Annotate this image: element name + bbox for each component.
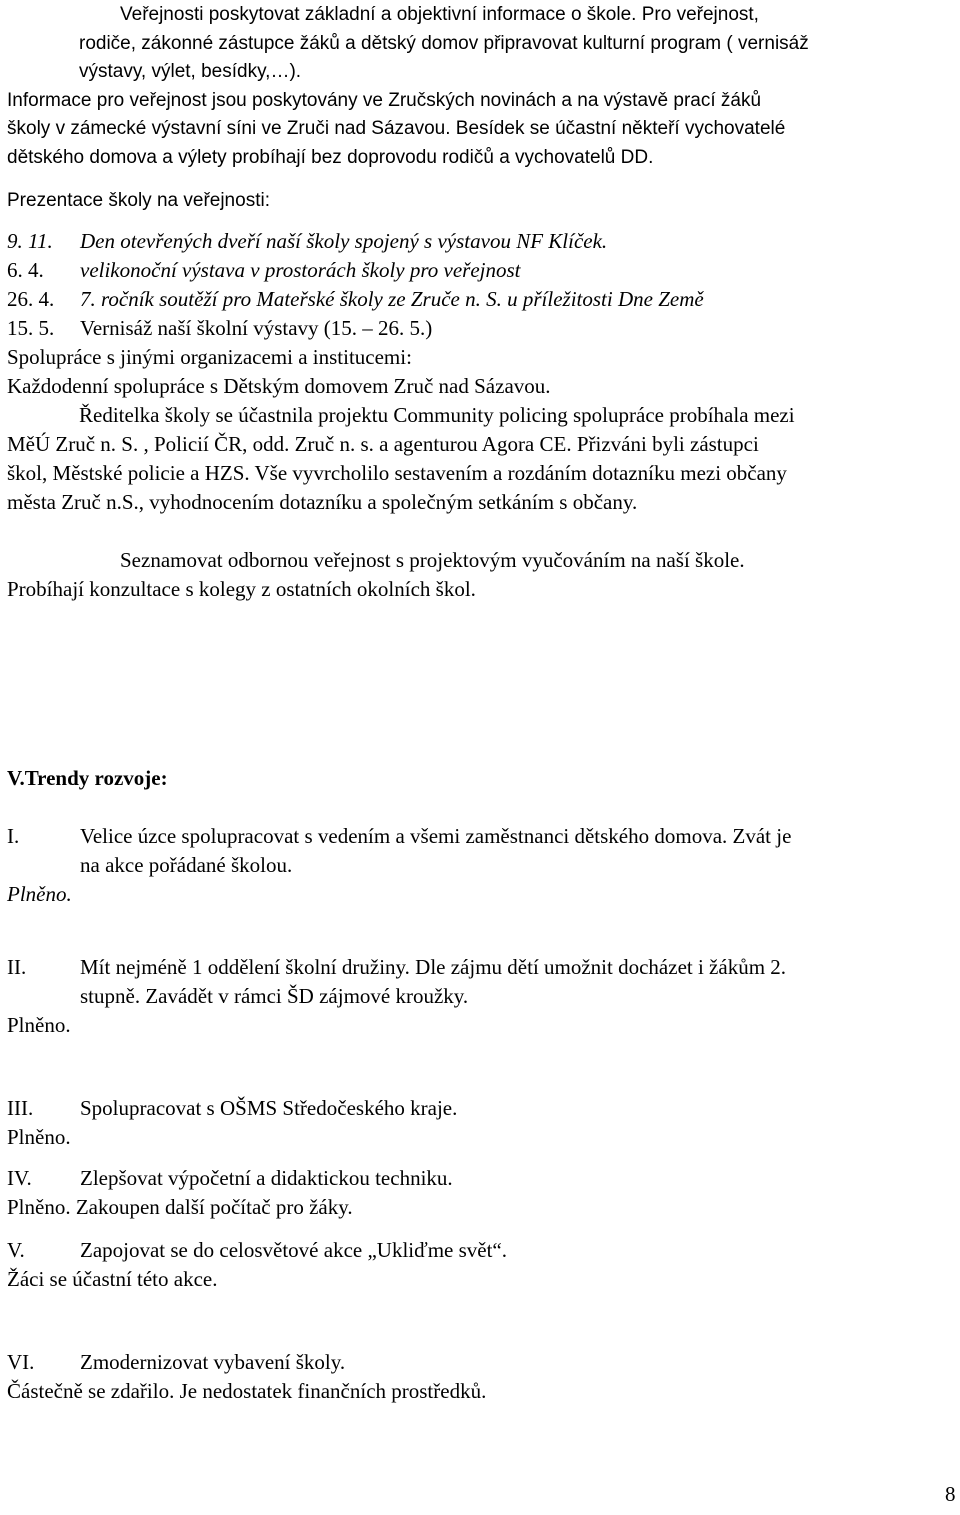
trend-text-continued: na akce pořádané školou. bbox=[80, 853, 293, 877]
event-row bbox=[7, 315, 432, 341]
trend-text: Zapojovat se do celosvětové akce „Ukliďme svět“. bbox=[80, 1238, 508, 1262]
cooperation-line: Seznamovat odbornou veřejnost s projektovým vyučováním na naší škole. bbox=[120, 548, 745, 572]
trend-text-continued: stupně. Zavádět v rámci ŠD zájmové kroužky. bbox=[80, 984, 469, 1008]
event-text: velikonoční výstava v prostorách školy pro veřejnost bbox=[80, 258, 521, 282]
trend-number: IV. bbox=[7, 1166, 32, 1190]
trend-text: Mít nejméně 1 oddělení školní družiny. Dle zájmu dětí umožnit docházet i žákům 2. bbox=[80, 955, 787, 979]
trend-number: II. bbox=[7, 955, 27, 979]
intro-line: výstavy, výlet, besídky,…). bbox=[79, 61, 302, 82]
trend-number: III. bbox=[7, 1096, 34, 1120]
event-row bbox=[7, 286, 704, 312]
cooperation-line: škol, Městské policie a HZS. Vše vyvrcholilo sestavením a rozdáním dotazníku mezi občany bbox=[7, 461, 787, 485]
trend-item bbox=[7, 1237, 507, 1263]
cooperation-line: Ředitelka školy se účastnila projektu Community policing spolupráce probíhala mezi bbox=[79, 403, 795, 427]
presentation-heading: Prezentace školy na veřejnosti: bbox=[7, 190, 270, 211]
intro-line: dětského domova a výlety probíhají bez doprovodu rodičů a vychovatelů DD. bbox=[7, 147, 654, 168]
event-date: 9. 11. bbox=[7, 229, 53, 253]
trend-item bbox=[7, 1095, 457, 1121]
trend-status: Plněno. bbox=[7, 882, 72, 906]
trend-status: Žáci se účastní této akce. bbox=[7, 1267, 218, 1291]
trend-text: Zlepšovat výpočetní a didaktickou techniku. bbox=[80, 1166, 453, 1190]
trend-number: I. bbox=[7, 824, 20, 848]
trend-status: Plněno. Zakoupen další počítač pro žáky. bbox=[7, 1195, 353, 1219]
event-row bbox=[7, 228, 607, 254]
event-date: 6. 4. bbox=[7, 258, 44, 282]
event-date: 15. 5. bbox=[7, 316, 55, 340]
event-row bbox=[7, 257, 521, 283]
trend-number: V. bbox=[7, 1238, 25, 1262]
intro-line: rodiče, zákonné zástupce žáků a dětský domov připravovat kulturní program ( vernisáž bbox=[79, 33, 809, 54]
trend-item bbox=[7, 1165, 453, 1191]
trend-status: Částečně se zdařilo. Je nedostatek finančních prostředků. bbox=[7, 1379, 487, 1403]
trend-text: Zmodernizovat vybavení školy. bbox=[80, 1350, 346, 1374]
cooperation-line: Probíhají konzultace s kolegy z ostatních okolních škol. bbox=[7, 577, 476, 601]
trend-text: Velice úzce spolupracovat s vedením a všemi zaměstnanci dětského domova. Zvát je bbox=[80, 824, 792, 848]
intro-line: Veřejnosti poskytovat základní a objektivní informace o škole. Pro veřejnost, bbox=[120, 4, 759, 25]
cooperation-heading: Spolupráce s jinými organizacemi a institucemi: bbox=[7, 345, 412, 369]
event-date: 26. 4. bbox=[7, 287, 55, 311]
trend-text: Spolupracovat s OŠMS Středočeského kraje. bbox=[80, 1096, 458, 1120]
trends-heading: V.Trendy rozvoje: bbox=[7, 766, 168, 790]
intro-line: Informace pro veřejnost jsou poskytovány ve Zručských novinách a na výstavě prací žáků bbox=[7, 90, 762, 111]
cooperation-line: MěÚ Zruč n. S. , Policií ČR, odd. Zruč n. s. a agenturou Agora CE. Přizváni byli zástupci bbox=[7, 432, 759, 456]
trend-status: Plněno. bbox=[7, 1125, 71, 1149]
trend-item bbox=[7, 1349, 345, 1375]
intro-line: školy v zámecké výstavní síni ve Zruči nad Sázavou. Besídek se účastní někteří vychovatelé bbox=[7, 118, 786, 139]
trend-item bbox=[7, 823, 791, 849]
trend-number: VI. bbox=[7, 1350, 35, 1374]
page-number: 8 bbox=[945, 1482, 956, 1506]
event-text: Den otevřených dveří naší školy spojený s výstavou NF Klíček. bbox=[80, 229, 608, 253]
trend-status: Plněno. bbox=[7, 1013, 71, 1037]
trend-item bbox=[7, 954, 786, 980]
event-text: Vernisáž naší školní výstavy (15. – 26. 5.) bbox=[80, 316, 433, 340]
cooperation-line: města Zruč n.S., vyhodnocením dotazníku a společným setkáním s občany. bbox=[7, 490, 638, 514]
cooperation-line: Každodenní spolupráce s Dětským domovem Zruč nad Sázavou. bbox=[7, 374, 551, 398]
event-text: 7. ročník soutěží pro Mateřské školy ze Zruče n. S. u příležitosti Dne Země bbox=[80, 287, 704, 311]
